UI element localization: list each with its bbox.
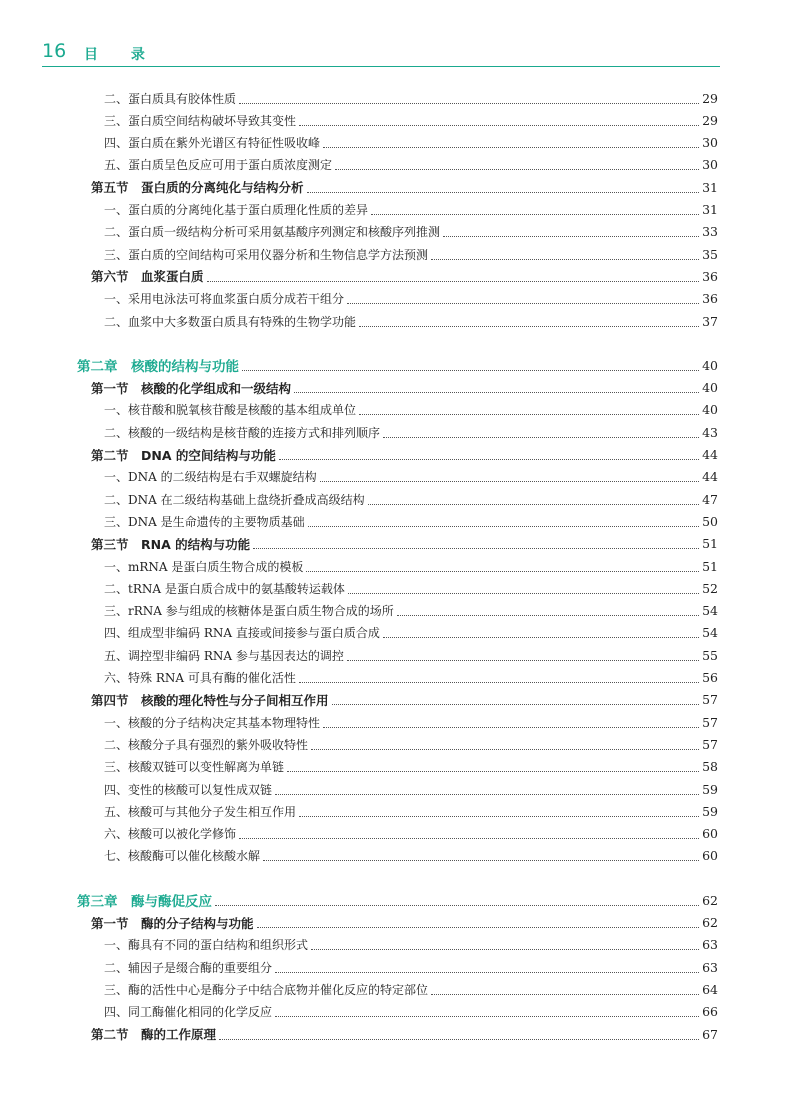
toc-entry-title: 第一节 核酸的化学组成和一级结构 <box>91 380 292 396</box>
toc-entry-page: 50 <box>702 513 718 529</box>
toc-entry-title: 三、核酸双链可以变性解离为单链 <box>104 760 285 775</box>
toc-leader-dots <box>215 905 699 906</box>
toc-subsection-entry[interactable] <box>104 1003 718 1021</box>
toc-subsection-entry[interactable] <box>104 602 718 620</box>
toc-entry-title: 三、蛋白质的空间结构可采用仪器分析和生物信息学方法预测 <box>104 247 429 262</box>
page-number: 16 <box>42 40 67 62</box>
toc-entry-page: 36 <box>702 268 718 284</box>
toc-leader-dots <box>275 1016 699 1017</box>
toc-entry-title: 二、蛋白质一级结构分析可采用氨基酸序列测定和核酸序列推测 <box>104 225 441 240</box>
toc-subsection-entry[interactable] <box>104 958 718 976</box>
toc-entry-title: 一、DNA 的二级结构是右手双螺旋结构 <box>104 470 317 485</box>
toc-subsection-entry[interactable] <box>104 847 718 865</box>
toc-entry-page: 67 <box>702 1026 718 1042</box>
toc-section-entry[interactable] <box>91 535 718 553</box>
toc-leader-dots <box>263 860 699 861</box>
toc-leader-dots <box>368 504 699 505</box>
toc-entry-title: 三、酶的活性中心是酶分子中结合底物并催化反应的特定部位 <box>104 982 429 997</box>
toc-entry-title: 第六节 血浆蛋白质 <box>91 269 204 285</box>
toc-subsection-entry[interactable] <box>104 802 718 820</box>
toc-entry-title: 第一节 酶的分子结构与功能 <box>91 915 254 931</box>
toc-leader-dots <box>431 259 699 260</box>
toc-entry-page: 29 <box>702 90 718 106</box>
toc-subsection-entry[interactable] <box>104 758 718 776</box>
toc-subsection-entry[interactable] <box>104 401 718 419</box>
toc-entry-title: 四、同工酶催化相同的化学反应 <box>104 1005 273 1020</box>
toc-entry-title: 三、蛋白质空间结构破坏导致其变性 <box>104 113 297 128</box>
toc-entry-page: 59 <box>702 803 718 819</box>
toc-subsection-entry[interactable] <box>104 624 718 642</box>
toc-section-entry[interactable] <box>91 178 718 196</box>
toc-subsection-entry[interactable] <box>104 111 718 129</box>
header-rule <box>42 66 720 67</box>
toc-entry-page: 60 <box>702 826 718 842</box>
toc-entry-title: 六、核酸可以被化学修饰 <box>104 827 237 842</box>
toc-entry-title: 二、DNA 在二级结构基础上盘绕折叠成高级结构 <box>104 492 365 507</box>
toc-leader-dots <box>294 392 699 393</box>
toc-subsection-entry[interactable] <box>104 713 718 731</box>
toc-leader-dots <box>335 169 699 170</box>
toc-entry-page: 43 <box>702 424 718 440</box>
toc-entry-title: 五、调控型非编码 RNA 参与基因表达的调控 <box>104 648 344 663</box>
toc-entry-page: 30 <box>702 157 718 173</box>
toc-entry-page: 63 <box>702 937 718 953</box>
toc-entry-title: 三、rRNA 参与组成的核糖体是蛋白质生物合成的场所 <box>104 604 394 619</box>
toc-entry-page: 54 <box>702 625 718 641</box>
toc-subsection-entry[interactable] <box>104 557 718 575</box>
toc-entry-title: 二、核酸的一级结构是核苷酸的连接方式和排列顺序 <box>104 425 381 440</box>
toc-entry-title: 一、核酸的分子结构决定其基本物理特性 <box>104 715 321 730</box>
toc-entry-title: 七、核酸酶可以催化核酸水解 <box>104 849 261 864</box>
toc-leader-dots <box>275 972 699 973</box>
toc-entry-page: 64 <box>702 981 718 997</box>
toc-entry-title: 第三节 RNA 的结构与功能 <box>91 536 251 552</box>
toc-subsection-entry[interactable] <box>104 423 718 441</box>
toc-subsection-entry[interactable] <box>104 980 718 998</box>
toc-section-entry[interactable] <box>91 914 718 932</box>
toc-leader-dots <box>348 593 699 594</box>
toc-leader-dots <box>279 459 699 460</box>
toc-entry-title: 四、变性的核酸可以复性成双链 <box>104 782 273 797</box>
toc-section-entry[interactable] <box>91 446 718 464</box>
toc-subsection-entry[interactable] <box>104 825 718 843</box>
toc-subsection-entry[interactable] <box>104 646 718 664</box>
toc-entry-title: 二、辅因子是缀合酶的重要组分 <box>104 960 273 975</box>
toc-entry-page: 36 <box>702 291 718 307</box>
toc-entry-title: 二、tRNA 是蛋白质合成中的氨基酸转运载体 <box>104 581 345 596</box>
toc-leader-dots <box>219 1039 699 1040</box>
toc-entry-title: 二、血浆中大多数蛋白质具有特殊的生物学功能 <box>104 314 357 329</box>
toc-entry-page: 29 <box>702 112 718 128</box>
toc-subsection-entry[interactable] <box>104 512 718 530</box>
toc-section-entry[interactable] <box>91 691 718 709</box>
toc-subsection-entry[interactable] <box>104 579 718 597</box>
toc-entry-title: 第二章 核酸的结构与功能 <box>77 359 239 376</box>
toc-entry-page: 66 <box>702 1004 718 1020</box>
toc-leader-dots <box>207 281 700 282</box>
toc-leader-dots <box>323 727 699 728</box>
toc-entry-page: 56 <box>702 670 718 685</box>
toc-section-entry[interactable] <box>91 267 718 285</box>
toc-entry-title: 第五节 蛋白质的分离纯化与结构分析 <box>91 180 304 196</box>
toc-chapter-entry[interactable] <box>77 891 718 909</box>
toc-entry-title: 三、DNA 是生命遗传的主要物质基础 <box>104 514 305 529</box>
toc-entry-page: 51 <box>702 558 718 574</box>
toc-entry-title: 二、核酸分子具有强烈的紫外吸收特性 <box>104 737 309 752</box>
toc-entry-page: 54 <box>702 603 718 619</box>
toc-leader-dots <box>332 704 700 705</box>
toc-leader-dots <box>359 414 699 415</box>
toc-leader-dots <box>347 660 699 661</box>
toc-entry-title: 四、蛋白质在紫外光谱区有特征性吸收峰 <box>104 136 321 151</box>
toc-leader-dots <box>275 794 699 795</box>
toc-leader-dots <box>443 236 699 237</box>
page-title: 目 录 <box>84 47 159 63</box>
toc-leader-dots <box>383 437 699 438</box>
toc-entry-page: 62 <box>702 892 718 908</box>
toc-entry-page: 40 <box>702 357 718 373</box>
toc-entry-page: 47 <box>702 491 718 507</box>
toc-leader-dots <box>287 771 699 772</box>
toc-entry-title: 第二节 DNA 的空间结构与功能 <box>91 447 276 463</box>
toc-subsection-entry[interactable] <box>104 89 718 107</box>
toc-entry-page: 57 <box>702 736 718 752</box>
toc-subsection-entry[interactable] <box>104 134 718 152</box>
toc-subsection-entry[interactable] <box>104 245 718 263</box>
toc-leader-dots <box>299 125 699 126</box>
toc-entry-page: 40 <box>702 380 718 396</box>
toc-section-entry[interactable] <box>91 379 718 397</box>
toc-entry-page: 63 <box>702 959 718 975</box>
toc-entry-title: 第二节 酶的工作原理 <box>91 1027 217 1042</box>
toc-subsection-entry[interactable] <box>104 490 718 508</box>
toc-entry-title: 一、mRNA 是蛋白质生物合成的模板 <box>104 559 304 574</box>
toc-subsection-entry[interactable] <box>104 156 718 174</box>
toc-entry-title: 五、核酸可与其他分子发生相互作用 <box>104 804 297 819</box>
toc-leader-dots <box>306 571 699 572</box>
toc-entry-page: 55 <box>702 647 718 663</box>
toc-leader-dots <box>323 147 699 148</box>
toc-subsection-entry[interactable] <box>104 735 718 753</box>
toc-entry-page: 31 <box>702 179 718 195</box>
toc-subsection-entry[interactable] <box>104 780 718 798</box>
toc-entry-page: 57 <box>702 692 718 708</box>
toc-subsection-entry[interactable] <box>104 468 718 486</box>
toc-subsection-entry[interactable] <box>104 223 718 241</box>
toc-leader-dots <box>308 526 699 527</box>
toc-subsection-entry[interactable] <box>104 669 718 687</box>
toc-leader-dots <box>299 682 699 683</box>
toc-entry-title: 第三章 酶与酶促反应 <box>77 894 212 911</box>
toc-leader-dots <box>397 615 699 616</box>
toc-leader-dots <box>320 481 699 482</box>
toc-entry-title: 第四节 核酸的理化特性与分子间相互作用 <box>91 692 329 708</box>
toc-entry-page: 40 <box>702 402 718 418</box>
toc-entry-title: 一、核苷酸和脱氧核苷酸是核酸的基本组成单位 <box>104 403 357 418</box>
toc-entry-title: 一、采用电泳法可将血浆蛋白质分成若干组分 <box>104 292 345 307</box>
toc-leader-dots <box>242 370 699 371</box>
toc-entry-page: 57 <box>702 714 718 730</box>
toc-leader-dots <box>257 927 700 928</box>
toc-leader-dots <box>383 637 699 638</box>
toc-subsection-entry[interactable] <box>104 936 718 954</box>
toc-leader-dots <box>239 103 699 104</box>
toc-leader-dots <box>299 816 699 817</box>
toc-entry-page: 60 <box>702 848 718 864</box>
toc-leader-dots <box>431 994 699 995</box>
toc-leader-dots <box>371 214 699 215</box>
toc-entry-page: 62 <box>702 915 718 930</box>
toc-entry-page: 31 <box>702 202 718 217</box>
toc-entry-page: 33 <box>702 224 718 240</box>
toc-subsection-entry[interactable] <box>104 290 718 308</box>
toc-entry-title: 五、蛋白质呈色反应可用于蛋白质浓度测定 <box>104 158 333 173</box>
toc-entry-title: 一、蛋白质的分离纯化基于蛋白质理化性质的差异 <box>104 203 369 217</box>
toc-entry-page: 52 <box>702 580 718 596</box>
toc-leader-dots <box>239 838 699 839</box>
toc-subsection-entry[interactable] <box>104 312 718 330</box>
page-header <box>42 40 720 66</box>
toc-entry-page: 51 <box>702 536 718 552</box>
toc-leader-dots <box>311 949 699 950</box>
toc-section-entry[interactable] <box>91 1025 718 1043</box>
toc-entry-page: 37 <box>702 313 718 329</box>
toc-entry-page: 44 <box>702 447 718 462</box>
toc-entry-page: 30 <box>702 135 718 151</box>
toc-entry-page: 59 <box>702 781 718 797</box>
toc-leader-dots <box>359 326 699 327</box>
toc-leader-dots <box>311 749 699 750</box>
toc-subsection-entry[interactable] <box>104 201 718 219</box>
toc-entry-page: 35 <box>702 246 718 262</box>
toc-leader-dots <box>307 192 700 193</box>
toc-entry-page: 58 <box>702 759 718 775</box>
toc-entry-title: 一、酶具有不同的蛋白结构和组织形式 <box>104 938 309 953</box>
toc-leader-dots <box>253 548 699 549</box>
toc-chapter-entry[interactable] <box>77 356 718 374</box>
toc-entry-title: 六、特殊 RNA 可具有酶的催化活性 <box>104 671 296 685</box>
toc-entry-title: 四、组成型非编码 RNA 直接或间接参与蛋白质合成 <box>104 626 380 641</box>
toc-leader-dots <box>347 303 699 304</box>
toc-entry-title: 二、蛋白质具有胶体性质 <box>104 91 237 106</box>
toc-entry-page: 44 <box>702 469 718 485</box>
